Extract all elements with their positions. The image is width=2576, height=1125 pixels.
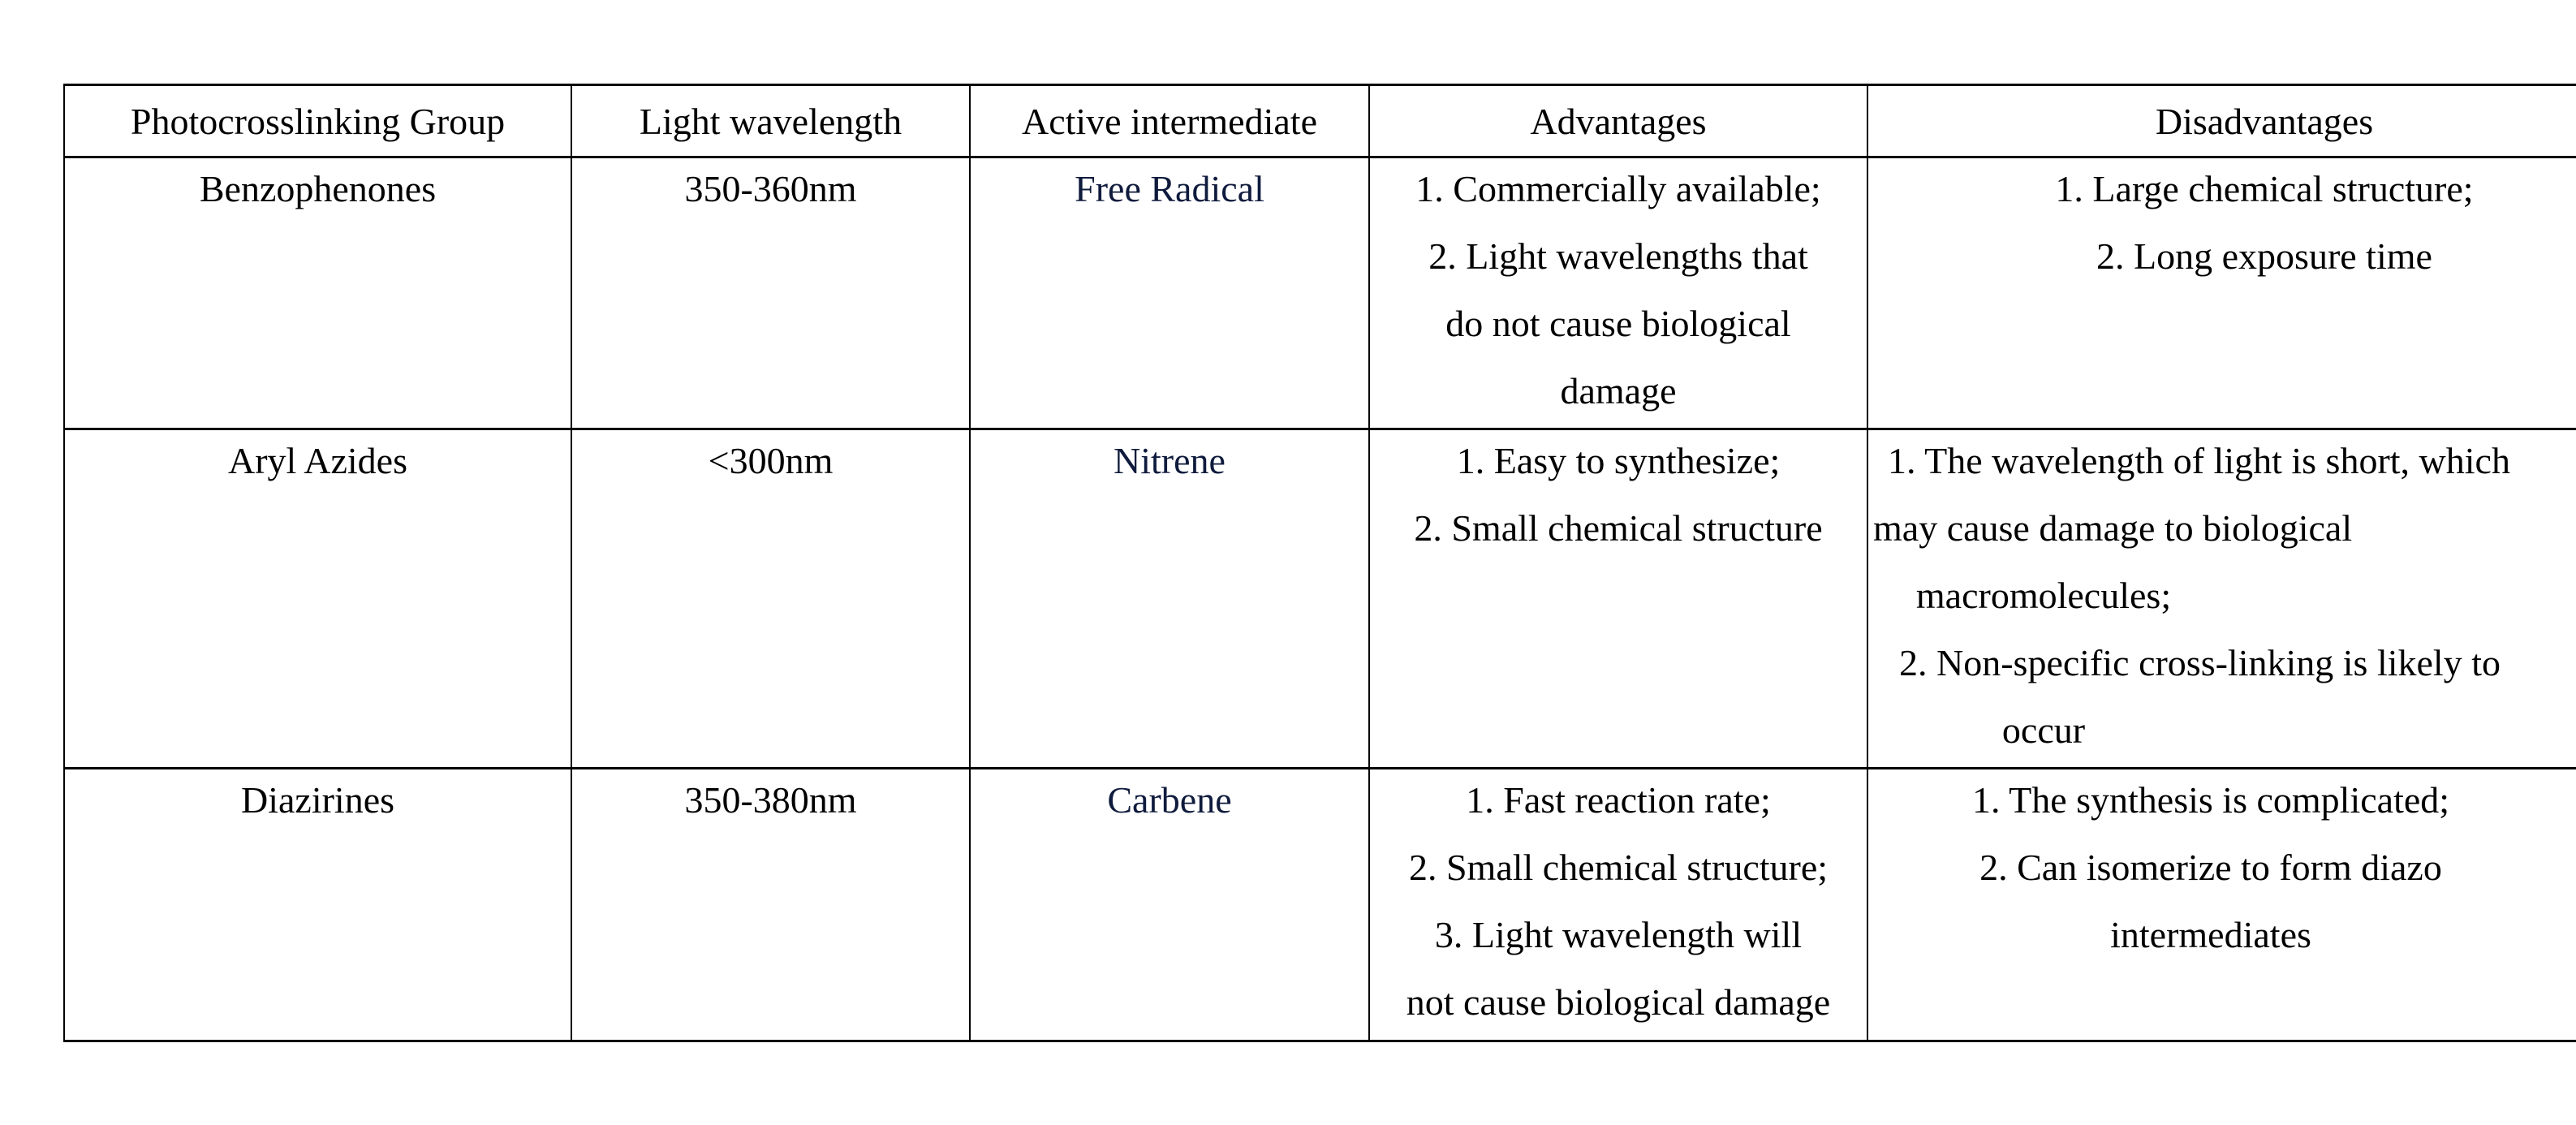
advantages-line: 1. Commercially available; [1415,168,1821,209]
cell-advantages [1369,769,1867,1041]
disadvantages-line: 1. The synthesis is complicated; [1971,779,2450,821]
disadvantages-line: occur [2001,709,2086,751]
advantages-line: not cause biological damage [1406,981,1831,1023]
advantages-line: do not cause biological [1445,303,1791,344]
photocrosslinking-comparison-table [63,84,2576,1042]
advantages-line: 2. Small chemical structure [1414,507,1823,549]
header-active-intermediate: Active intermediate [970,85,1369,157]
advantages-line: 1. Fast reaction rate; [1466,779,1771,821]
cell-wavelength [571,429,970,769]
advantages-line: 2. Light wavelengths that [1428,235,1808,277]
cell-intermediate [970,157,1369,429]
wavelength-value: 350-380nm [684,779,857,821]
cell-disadvantages [1867,157,2576,429]
cell-disadvantages [1867,429,2576,769]
intermediate-value: Nitrene [1114,440,1226,481]
disadvantages-line: may cause damage to biological [1873,507,2353,549]
disadvantages-line: 1. The wavelength of light is short, which [1888,440,2510,481]
header-disadvantages: Disadvantages [1867,85,2576,157]
intermediate-value: Free Radical [1075,168,1264,209]
cell-group [64,157,571,429]
cell-intermediate [970,429,1369,769]
header-advantages: Advantages [1369,85,1867,157]
cell-wavelength [571,769,970,1041]
wavelength-value: <300nm [708,440,834,481]
disadvantages-line: 2. Non-specific cross-linking is likely to [1899,642,2501,683]
group-name: Benzophenones [199,168,437,209]
cell-advantages [1369,157,1867,429]
table-row [64,429,2576,769]
cell-group [64,769,571,1041]
group-name: Diazirines [240,779,395,821]
group-name: Aryl Azides [227,440,407,481]
advantages-line: 3. Light wavelength will [1434,914,1803,955]
disadvantages-line: 2. Long exposure time [2096,235,2432,277]
cell-advantages [1369,429,1867,769]
cell-intermediate [970,769,1369,1041]
wavelength-value: 350-360nm [684,168,857,209]
header-photocrosslinking-group: Photocrosslinking Group [64,85,571,157]
advantages-line: 2. Small chemical structure; [1408,847,1829,888]
cell-wavelength [571,157,970,429]
disadvantages-line: intermediates [2110,914,2311,955]
disadvantages-line: 1. Large chemical structure; [2055,168,2474,209]
cell-group [64,429,571,769]
disadvantages-line: macromolecules; [1915,575,2172,616]
disadvantages-line: 2. Can isomerize to form diazo [1979,847,2442,888]
table-row [64,157,2576,429]
intermediate-value: Carbene [1107,779,1232,821]
advantages-line: 1. Easy to synthesize; [1456,440,1781,481]
advantages-line: damage [1560,370,1677,412]
cell-disadvantages [1867,769,2576,1041]
comparison-table-container [63,84,2576,1042]
table-row [64,769,2576,1041]
table-header-row [64,85,2576,157]
header-light-wavelength: Light wavelength [571,85,970,157]
